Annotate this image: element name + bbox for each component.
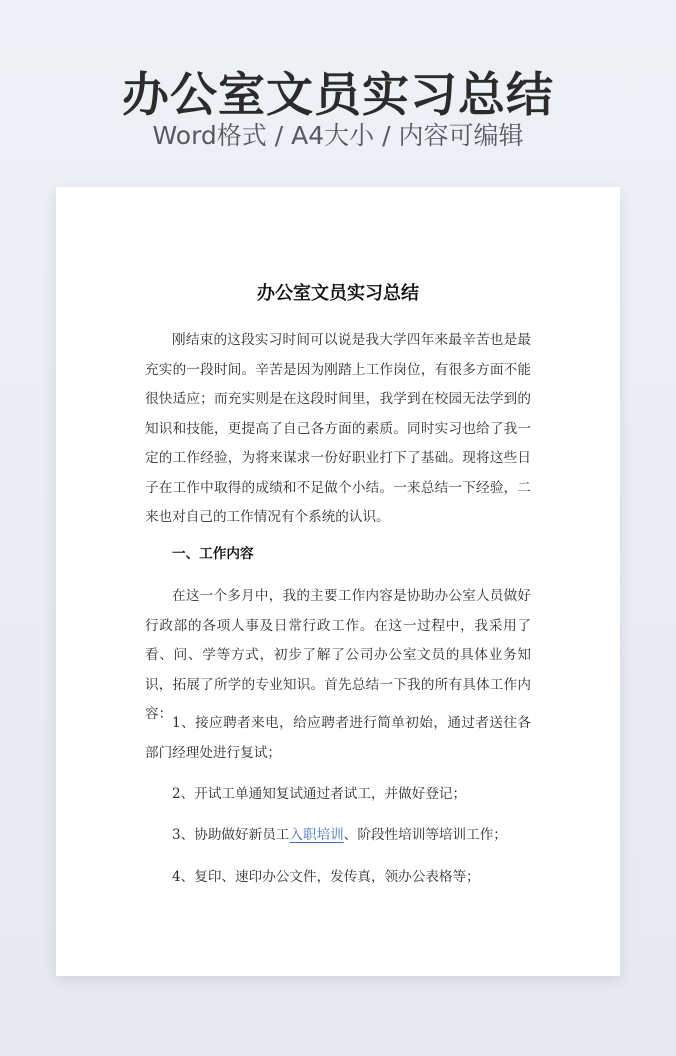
onboarding-training-link[interactable]: 入职培训 <box>289 827 344 843</box>
work-content-paragraph: 在这一个多月中，我的主要工作内容是协助办公室人员做好行政部的各项人事及日常行政工作。在这一过程中，我采用了看、问、学等方式，初步了解了公司办公室文员的具体业务知识，拓展了所学的专业知识。首先总结一下我的所有具体工作内容： <box>145 588 531 722</box>
section-heading-work-content: 一、工作内容 <box>172 546 254 562</box>
list-item-3-text-before: 3、协助做好新员工 <box>172 827 290 843</box>
list-item-4: 4、复印、速印办公文件，发传真，领办公表格等； <box>172 869 480 885</box>
intro-paragraph: 刚结束的这段实习时间可以说是我大学四年来最辛苦也是最充实的一段时间。辛苦是因为刚踏上工作岗位，有很多方面不能很快适应；而充实则是在这段时间里，我学到在校园无法学到的知识和技能，更提高了自己各方面的素质。同时实习也给了我一定的工作经验，为将来谋求一份好职业打下了基础。现将这些日子在工作中取得的成绩和不足做个小结。一来总结一下经验，二来也对自己的工作情况有个系统的认识。 <box>145 332 531 525</box>
list-item-2: 2、开试工单通知复试通过者试工，并做好登记； <box>172 786 467 802</box>
document-title: 办公室文员实习总结 <box>257 283 419 304</box>
list-item-3 <box>145 821 531 851</box>
list-item-3-text-after: 、阶段性培训等培训工作； <box>343 827 507 843</box>
list-item-1: 1、接应聘者来电，给应聘者进行简单初始，通过者送往各部门经理处进行复试； <box>145 715 531 761</box>
banner-title: 办公室文员实习总结 <box>122 68 554 123</box>
banner-subtitle: Word格式 / A4大小 / 内容可编辑 <box>152 121 524 150</box>
